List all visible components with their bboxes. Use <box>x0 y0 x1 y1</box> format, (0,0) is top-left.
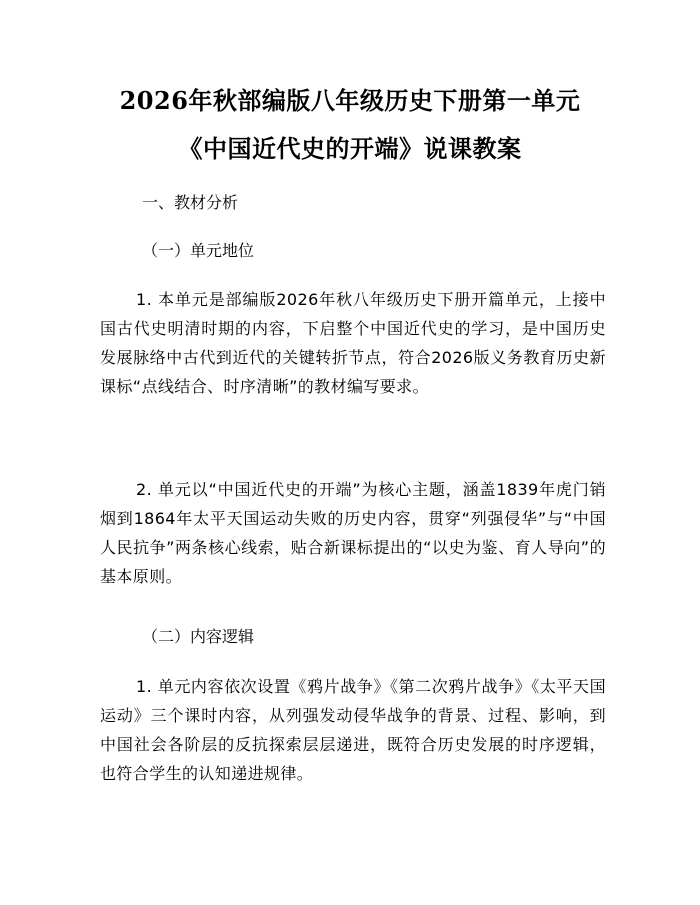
paragraph-content-logic-1: 1. 单元内容依次设置《鸦片战争》《第二次鸦片战争》《太平天国运动》三个课时内容，从列强发动侵华战争的背景、过程、影响，到中国社会各阶层的反抗探索层层递进，既符合历史发展的时序逻辑，也符合学生的认知递进规律。 <box>100 677 606 783</box>
subsection-heading-content-logic: （二）内容逻辑 <box>142 627 255 646</box>
paragraph-unit-position-2: 2. 单元以“中国近代史的开端”为核心主题，涵盖1839年虎门销烟到1864年太平天国运动失败的历史内容，贯穿“列强侵华”与“中国人民抗争”两条核心线索，贴合新课标提出的“以史为鉴、育人导向”的基本原则。 <box>100 480 606 586</box>
document-title-line-2: 《中国近代史的开端》说课教案 <box>178 134 522 163</box>
section-heading-textbook-analysis: 一、教材分析 <box>142 193 239 212</box>
paragraph-unit-position-1: 1. 本单元是部编版2026年秋八年级历史下册开篇单元，上接中国古代史明清时期的内容，下启整个中国近代史的学习，是中国历史发展脉络中古代到近代的关键转折节点，符合2026版义务教育历史新课标“点线结合、时序清晰”的教材编写要求。 <box>100 290 606 396</box>
document-title-line-1: 2026年秋部编版八年级历史下册第一单元 <box>119 86 581 115</box>
subsection-heading-unit-position: （一）单元地位 <box>142 241 255 260</box>
